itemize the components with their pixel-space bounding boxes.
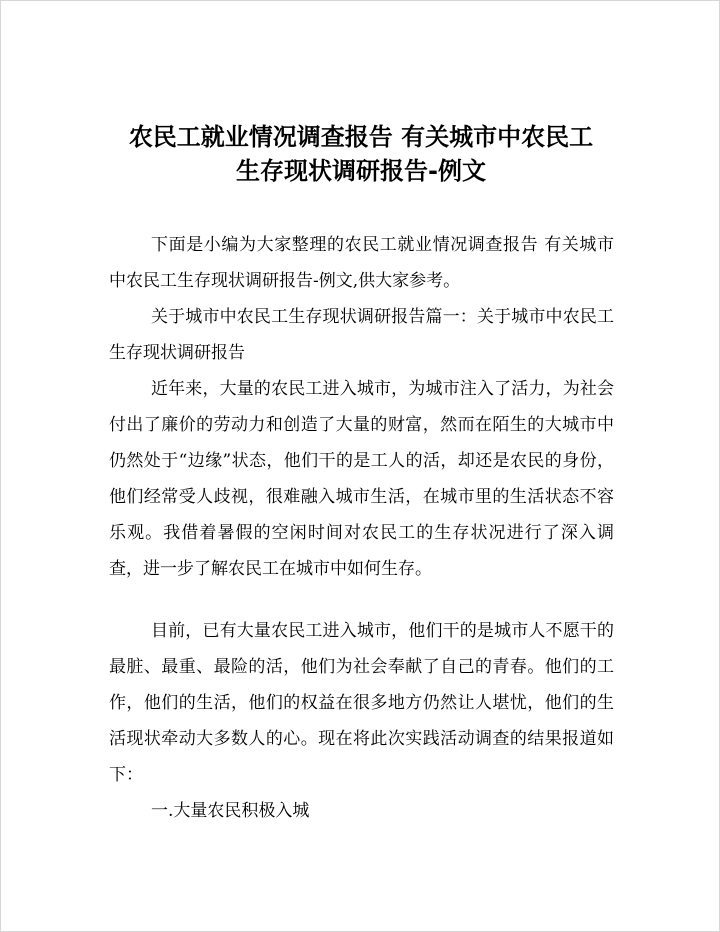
document-title-line-2: 生存现状调研报告-例文 xyxy=(236,157,486,185)
body-paragraph-1: 近年来，大量的农民工进入城市，为城市注入了活力，为社会付出了廉价的劳动力和创造了大量的财富，然而在陌生的大城市中仍然处于“边缘”状态，他们干的是工人的活，却还是农民的身份，他们经常受人歧视，很难融入城市生活，在城市里的生活状态不容乐观。我借着暑假的空闲时间对农民工的生存状况进行了深入调查，进一步了解农民工在城市中如何生存。 xyxy=(109,379,614,579)
subsection-heading: 一.大量农民积极入城 xyxy=(151,801,310,821)
intro-paragraph: 下面是小编为大家整理的农民工就业情况调查报告 有关城市中农民工生存现状调研报告-例文,供大家参考。 xyxy=(109,235,614,291)
document-title-line-1: 农民工就业情况调查报告 有关城市中农民工 xyxy=(128,123,594,151)
section-heading-paragraph: 关于城市中农民工生存现状调研报告篇一：关于城市中农民工生存现状调研报告 xyxy=(109,307,614,363)
body-paragraph-2: 目前，已有大量农民工进入城市，他们干的是城市人不愿干的最脏、最重、最险的活，他们为社会奉献了自己的青春。他们的工作，他们的生活，他们的权益在很多地方仍然让人堪忧，他们的生活现状牵动大多数人的心。现在将此次实践活动调查的结果报道如下： xyxy=(109,621,614,785)
